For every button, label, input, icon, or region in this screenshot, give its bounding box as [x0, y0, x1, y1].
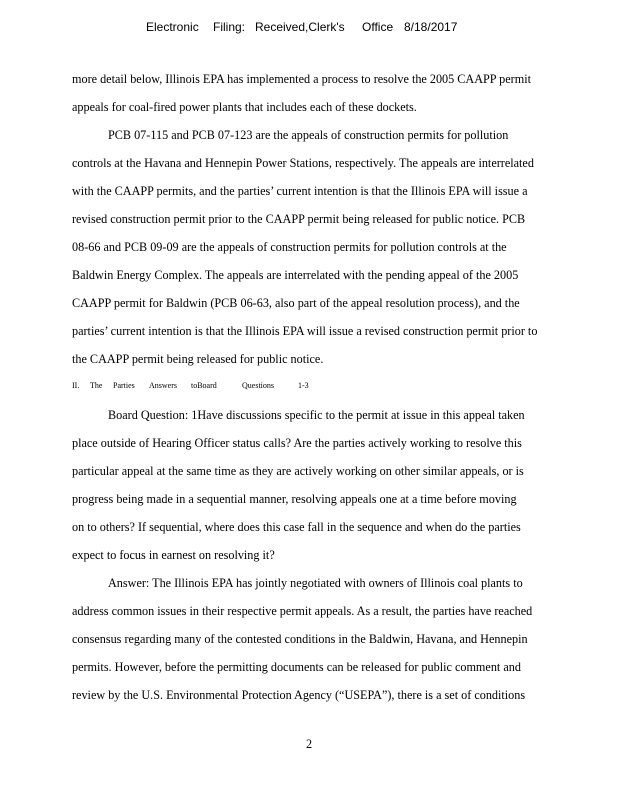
body-line: Answer: The Illinois EPA has jointly negotiated with owners of Illinois coal plants to [108, 576, 523, 590]
body-line: consensus regarding many of the contested conditions in the Baldwin, Havana, and Hennepin [72, 632, 528, 646]
body-line: Board Question: 1Have discussions specific to the permit at issue in this appeal taken [108, 408, 525, 422]
header-filing: Filing: [213, 20, 246, 34]
body-line: review by the U.S. Environmental Protection Agency (“USEPA”), there is a set of conditions [72, 688, 526, 702]
body-line: revised construction permit prior to the CAAPP permit being released for public notice. PCB [72, 212, 526, 226]
heading-numeral: II. [72, 381, 80, 390]
body-line: CAAPP permit for Baldwin (PCB 06-63, also part of the appeal resolution process), and the [72, 296, 520, 310]
heading-word: Questions [242, 381, 274, 390]
header-electronic: Electronic [146, 20, 199, 34]
body-line: progress being made in a sequential manner, resolving appeals one at a time before moving [72, 492, 517, 506]
heading-word: toBoard [191, 381, 217, 390]
body-line: place outside of Hearing Officer status calls? Are the parties actively working to resolve this [72, 436, 522, 450]
body-line: more detail below, Illinois EPA has implemented a process to resolve the 2005 CAAPP permit [72, 72, 531, 86]
body-line: with the CAAPP permits, and the parties’ current intention is that the Illinois EPA will issue a [72, 184, 528, 198]
heading-word: The [90, 381, 103, 390]
body-line: the CAAPP permit being released for public notice. [72, 352, 324, 366]
heading-word: Answers [149, 381, 177, 390]
header-received: Received,Clerk's [255, 20, 345, 34]
heading-word: 1-3 [298, 381, 309, 390]
body-line: 08-66 and PCB 09-09 are the appeals of construction permits for pollution controls at the [72, 240, 507, 254]
body-line: appeals for coal-fired power plants that includes each of these dockets. [72, 100, 417, 114]
header-date: 8/18/2017 [404, 20, 458, 34]
page-number: 2 [305, 737, 313, 751]
header-office: Office [362, 20, 394, 34]
body-line: on to others? If sequential, where does this case fall in the sequence and when do the parties [72, 520, 521, 534]
body-line: PCB 07-115 and PCB 07-123 are the appeals of construction permits for pollution [108, 128, 509, 142]
body-line: address common issues in their respective permit appeals. As a result, the parties have reached [72, 604, 533, 618]
heading-word: Parties [113, 381, 135, 390]
body-line: permits. However, before the permitting documents can be released for public comment and [72, 660, 521, 674]
body-line: controls at the Havana and Hennepin Power Stations, respectively. The appeals are interrelated [72, 156, 534, 170]
body-line: expect to focus in earnest on resolving it? [72, 548, 275, 562]
body-line: parties’ current intention is that the Illinois EPA will issue a revised construction permit prior to [72, 324, 538, 338]
body-line: Baldwin Energy Complex. The appeals are interrelated with the pending appeal of the 2005 [72, 268, 519, 282]
body-line: particular appeal at the same time as they are actively working on other similar appeals, or is [72, 464, 524, 478]
